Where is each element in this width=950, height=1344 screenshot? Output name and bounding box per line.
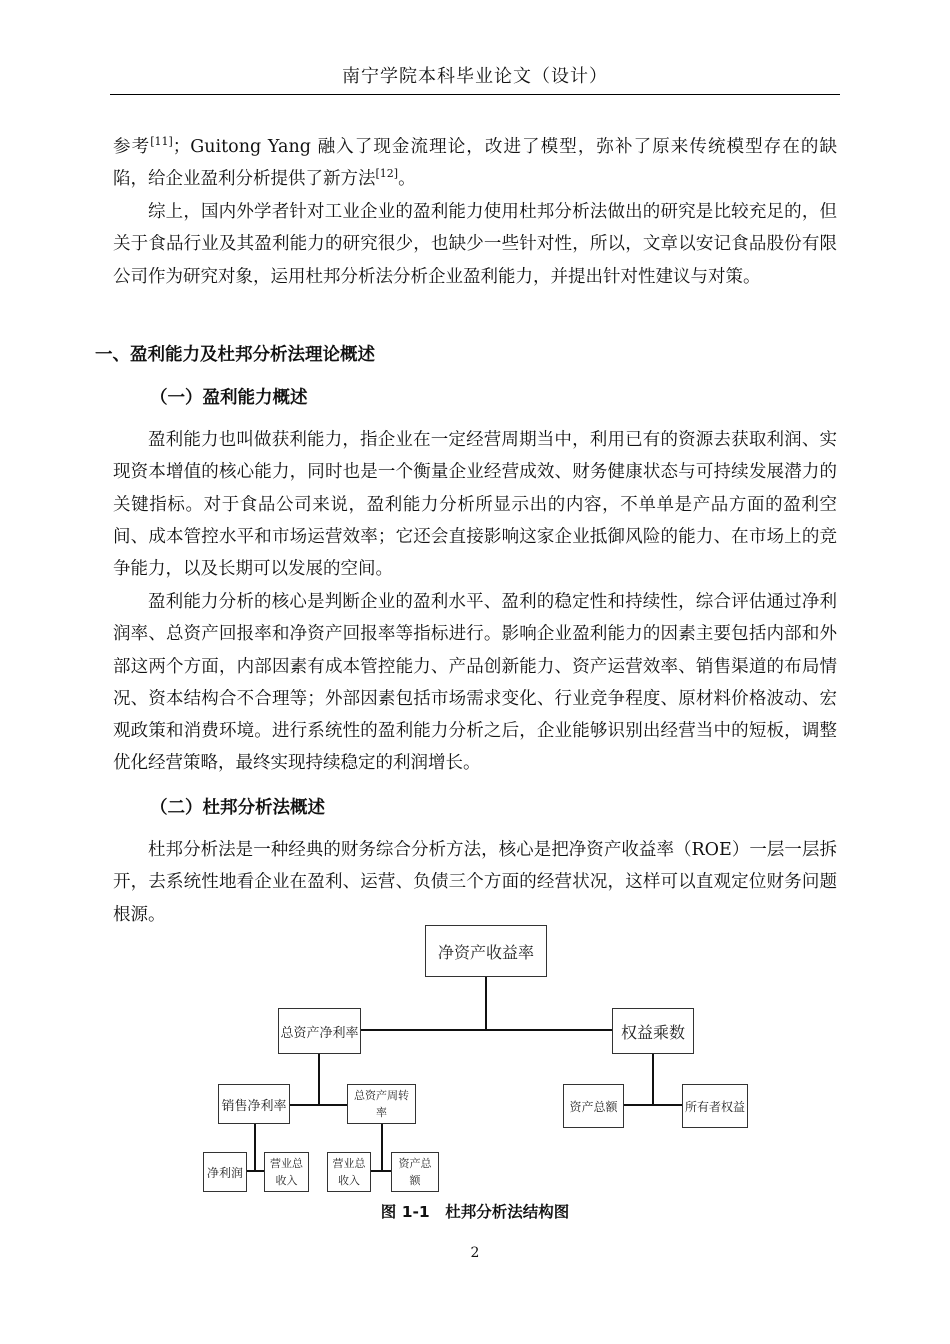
connector	[652, 1054, 654, 1104]
node-total-revenue-a	[264, 1152, 309, 1192]
connector	[254, 1124, 256, 1170]
node-total-assets-b	[391, 1152, 439, 1192]
connector	[381, 1124, 383, 1170]
connector	[360, 1029, 612, 1031]
paragraph-profitability-analysis: 盈利能力分析的核心是判断企业的盈利水平、盈利的稳定性和持续性，综合评估通过净利润率、总资产回报率和净资产回报率等指标进行。影响企业盈利能力的因素主要包括内部和外部这两个方面，内部因素有成本管控能力、产品创新能力、资产运营效率、销售渠道的布局情况、资本结构合不合理等；外部因素包括市场需求变化、行业竞争程度、原材料价格波动、宏观政策和消费环境。进行系统性的盈利能力分析之后，企业能够识别出经营当中的短板，调整优化经营策略，最终实现持续稳定的利润增长。	[113, 592, 837, 774]
citation-11[interactable]: [11]	[150, 135, 173, 149]
connector	[485, 976, 487, 1030]
node-roe: 净资产收益率	[425, 925, 547, 977]
paragraph-summary: 综上，国内外学者针对工业企业的盈利能力使用杜邦分析法做出的研究是比较充足的，但关于食品行业及其盈利能力的研究很少，也缺少一些针对性，所以，文章以安记食品股份有限公司作为研究对象，运用杜邦分析法分析企业盈利能力，并提出针对性建议与对策。	[113, 202, 837, 287]
text-span: ；Guitong Yang 融入了现金流理论，改进了模型，弥补了原来传统模型存在的缺陷，给企业盈利分析提供了新方法	[113, 137, 837, 190]
text-span: 。	[398, 169, 416, 190]
subsection-heading-1: （一）盈利能力概述	[150, 388, 308, 408]
citation-12[interactable]: [12]	[375, 167, 399, 181]
node-total-revenue-b	[327, 1152, 371, 1192]
node-label-line: 营业总	[332, 1157, 366, 1170]
connector	[371, 1170, 391, 1172]
connector	[624, 1104, 682, 1106]
figure-caption: 图 1-1 杜邦分析法结构图	[380, 1203, 570, 1221]
node-sales-net-profit: 销售净利率	[218, 1084, 290, 1124]
connector	[318, 1052, 320, 1104]
node-label-line: 率	[376, 1106, 387, 1119]
node-total-asset-net-profit: 总资产净利率	[278, 1008, 361, 1054]
paragraph-dupont: 杜邦分析法是一种经典的财务综合分析方法，核心是把净资产收益率（ROE）一层一层拆开，去系统性地看企业在盈利、运营、负债三个方面的经营状况，这样可以直观定位财务问题根源。	[113, 840, 837, 925]
header-divider	[110, 94, 840, 95]
node-total-asset-turnover	[347, 1084, 416, 1124]
node-label-line: 资产总	[398, 1157, 432, 1170]
node-label-line: 额	[409, 1174, 421, 1187]
section-heading-1: 一、盈利能力及杜邦分析法理论概述	[95, 345, 375, 365]
paragraph-profitability-def: 盈利能力也叫做获利能力，指企业在一定经营周期当中，利用已有的资源去获取利润、实现资本增值的核心能力，同时也是一个衡量企业经营成效、财务健康状态与可持续发展潜力的关键指标。对于食品公司来说，盈利能力分析所显示出的内容，不单单是产品方面的盈利空间、成本管控水平和市场运营效率；它还会直接影响这家企业抵御风险的能力、在市场上的竞争能力，以及长期可以发展的空间。	[113, 430, 837, 580]
node-owner-equity: 所有者权益	[682, 1084, 748, 1128]
text-span: 参考	[113, 137, 151, 157]
node-total-assets: 资产总额	[563, 1084, 624, 1128]
connector	[246, 1170, 264, 1172]
page-number: 2	[470, 1245, 480, 1261]
node-net-profit: 净利润	[203, 1152, 247, 1192]
node-label-line: 收入	[338, 1174, 360, 1187]
node-equity-multiplier: 权益乘数	[612, 1008, 694, 1054]
paragraph-references	[113, 131, 837, 196]
node-label-line: 营业总	[270, 1157, 303, 1170]
node-label-line: 总资产周转	[354, 1089, 409, 1102]
connector	[290, 1104, 348, 1106]
node-label-line: 收入	[275, 1174, 298, 1187]
page-header-title: 南宁学院本科毕业论文（设计）	[342, 66, 608, 87]
subsection-heading-2: （二）杜邦分析法概述	[150, 798, 325, 818]
